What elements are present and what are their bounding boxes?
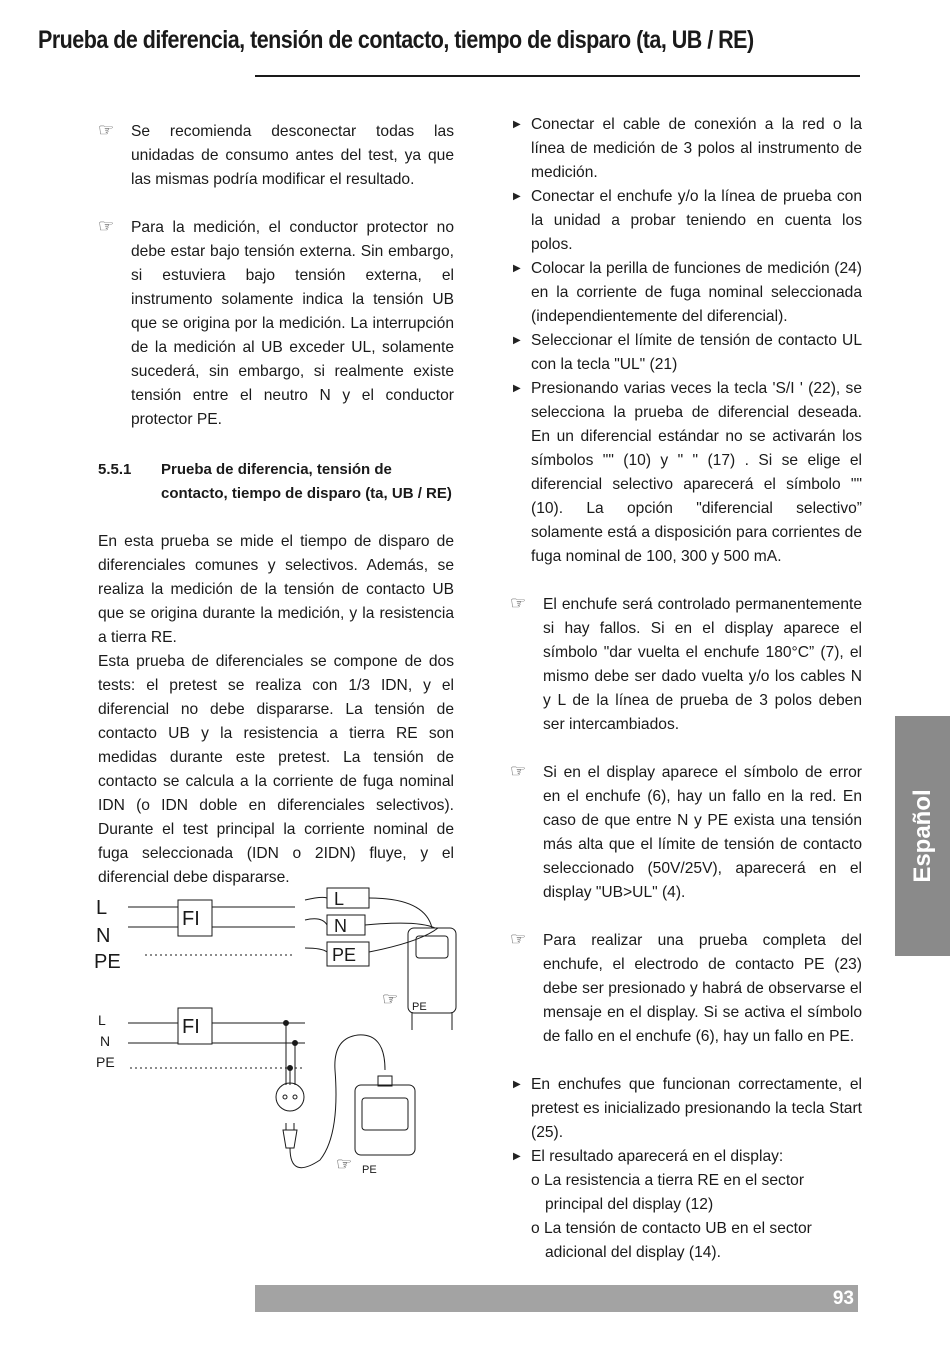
note-text: Para la medición, el conductor protector no debe estar bajo tensión externa. Sin embargo, si estuviera bajo tensión externa, el instrumento solamente indica la tensión UB que se origina por la medición. La interrupción de la medición al UB exceder UL, solamente sucederá, sin embargo, si realmente existe tensión entre el neutro N y el conductor protector PE. xyxy=(131,219,454,428)
bullet-triangle-icon: ▶ xyxy=(513,119,521,130)
wiring-diagram xyxy=(90,880,460,1180)
language-label: Español xyxy=(908,789,936,883)
bullet-triangle-icon: ▶ xyxy=(513,335,521,346)
left-column xyxy=(98,120,454,890)
hand-label-PE: PE xyxy=(362,1164,377,1176)
section-title: Prueba de diferencia, tensión de contacto, tiempo de disparo (ta, UB / RE) xyxy=(161,461,452,502)
list-item: ▶ Presionando varias veces la tecla 'S/I ' (22), se selecciona la prueba de diferencial deseada. En un diferencial estándar no se activarán los símbolos "" (10) y " " (17) . Si se elige el diferencial selectivo aparecerá el símbolo "" (10). La opción "diferencial selectivo” solamente está a disposición para corrientes de fuga nominal de 100, 300 y 500 mA. xyxy=(510,377,862,569)
language-tab xyxy=(895,716,950,956)
paragraph: En esta prueba se mide el tiempo de disparo de diferenciales comunes y selectivos. Además, se realiza la medición de la tensión de contacto UB que se origina durante la medición, y la resistencia a tierra RE. xyxy=(98,533,454,646)
pointing-hand-icon: ☞ xyxy=(98,216,115,236)
bullet-triangle-icon: ▶ xyxy=(513,1151,521,1162)
pointing-hand-icon: ☞ xyxy=(336,1154,353,1174)
label-L: L xyxy=(96,897,108,919)
label-N: N xyxy=(96,925,111,947)
right-column xyxy=(510,113,862,1265)
list-item: ▶ Conectar el cable de conexión a la red o la línea de medición de 3 polos al instrumento de medición. xyxy=(510,113,862,185)
pointing-hand-icon: ☞ xyxy=(382,989,399,1009)
bullet-triangle-icon: ▶ xyxy=(513,191,521,202)
pointing-hand-icon: ☞ xyxy=(510,929,527,949)
page-title: Prueba de diferencia, tensión de contacto, tiempo de disparo (ta, UB / RE) xyxy=(38,26,754,54)
breaker-label: FI xyxy=(182,908,200,930)
note-plug-check: ☞ El enchufe será controlado permanentemente si hay fallos. Si en el display aparece el símbolo "dar vuelta el enchufe 180°C” (7), el mismo debe ser dado vuelta y/o los cables N y L de la línea de prueba de 3 polos deben ser intercambiados. xyxy=(510,593,862,733)
plug-label-N: N xyxy=(334,916,347,936)
label-N: N xyxy=(100,1033,111,1049)
pointing-hand-icon: ☞ xyxy=(510,593,527,613)
section-heading xyxy=(98,458,454,506)
list-item: ▶ El resultado aparecerá en el display: xyxy=(510,1145,862,1169)
note-pe-electrode: ☞ Para realizar una prueba completa del enchufe, el electrodo de contacto PE (23) debe ser presionado y habrá de observarse el mensaje en el display. Si se activa el símbolo de fallo en el enchufe (6), hay un fallo en PE. xyxy=(510,929,862,1045)
label-L: L xyxy=(98,1012,106,1028)
sub-list-item: o La tensión de contacto UB en el sector adicional del display (14). xyxy=(531,1220,812,1261)
label-PE: PE xyxy=(96,1054,115,1070)
list-item: ▶ Colocar la perilla de funciones de medición (24) en la corriente de fuga nominal seleccionada (independientemente del diferencial). xyxy=(510,257,862,329)
note-protective-conductor xyxy=(98,216,454,432)
sub-list-item: o La resistencia a tierra RE en el sector principal del display (12) xyxy=(531,1172,805,1213)
pointing-hand-icon: ☞ xyxy=(98,120,115,140)
plug-label-L: L xyxy=(334,889,345,909)
breaker-label: FI xyxy=(182,1016,200,1038)
list-item: ▶ En enchufes que funcionan correctamente, el pretest es inicializado presionando la tecla Start (25). xyxy=(510,1073,862,1145)
list-item: ▶ Conectar el enchufe y/o la línea de prueba con la unidad a probar teniendo en cuenta los polos. xyxy=(510,185,862,257)
section-number: 5.5.1 xyxy=(98,461,132,478)
plug-label-PE: PE xyxy=(332,945,357,965)
label-PE: PE xyxy=(94,951,121,973)
title-underline xyxy=(255,75,860,77)
list-item: ▶ Seleccionar el límite de tensión de contacto UL con la tecla "UL" (21) xyxy=(510,329,862,377)
hand-label-PE: PE xyxy=(412,1001,427,1013)
bullet-triangle-icon: ▶ xyxy=(513,1079,521,1090)
footer-bar xyxy=(255,1285,858,1312)
note-plug-error: ☞ Si en el display aparece el símbolo de error en el enchufe (6), hay un fallo en la red. En caso de que entre N y PE exista una tensión más alta que el límite de tensión de contacto seleccionado (50V/25V), aparecerá en el display "UB>UL" (4). xyxy=(510,761,862,901)
note-text: Se recomienda desconectar todas las unidadas de consumo antes del test, ya que las mismas podría modificar el resultado. xyxy=(131,123,454,188)
bullet-triangle-icon: ▶ xyxy=(513,383,521,394)
pointing-hand-icon: ☞ xyxy=(510,761,527,781)
note-disconnect-loads xyxy=(98,120,454,192)
page-number: 93 xyxy=(832,1288,854,1309)
paragraph: Esta prueba de diferenciales se compone de dos tests: el pretest se realiza con 1/3 IDN, y el diferencial no debe dispararse. La tensión de contacto UB y la resistencia a tierra RE son medidas durante este pretest. La tensión de contacto se calcula a la corriente de fuga nominal IDN (o IDN doble en diferenciales selectivos). Durante el test principal la corriente nominal de fuga seleccionada (IDN o 2IDN) fluye, y el diferencial debe dispararse. xyxy=(98,653,454,886)
bullet-triangle-icon: ▶ xyxy=(513,263,521,274)
